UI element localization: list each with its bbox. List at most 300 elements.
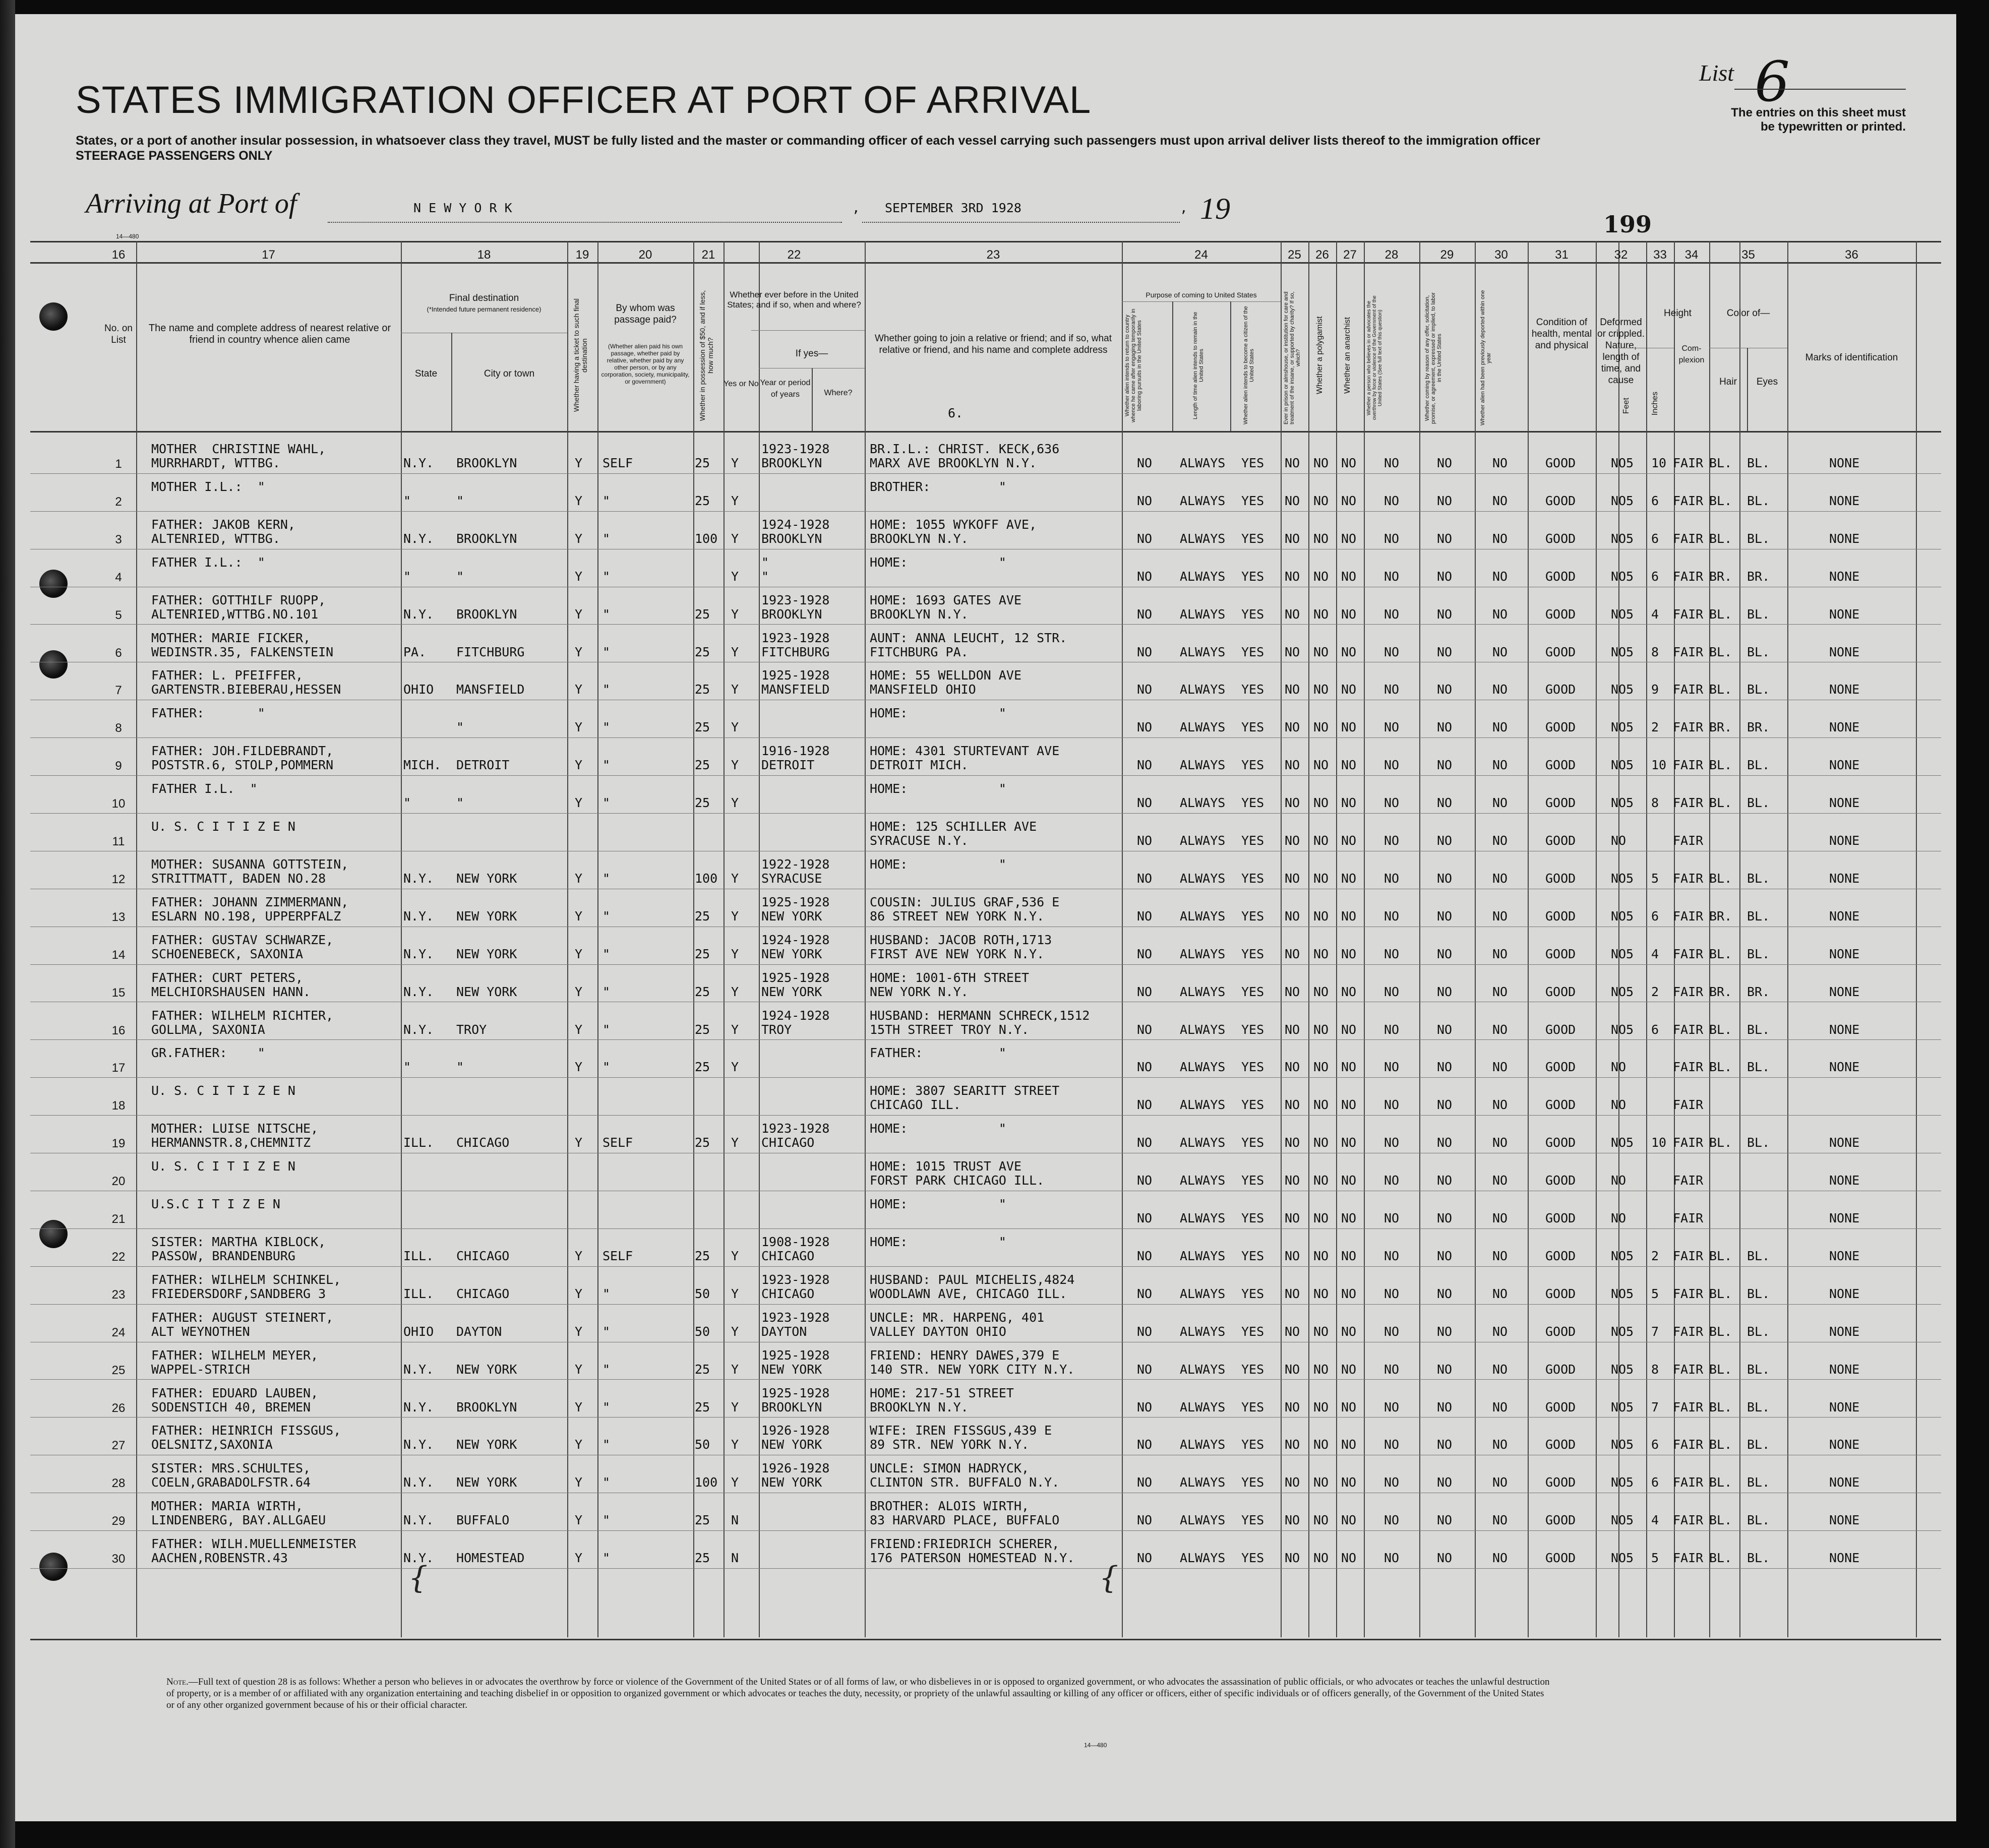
destination-state: N.Y. — [403, 1399, 434, 1414]
table-row — [0, 1040, 1989, 1077]
col-num-18: 18 — [477, 248, 491, 262]
passage-paid-by: " — [602, 1324, 611, 1339]
complexion: FAIR — [1673, 946, 1704, 961]
eye-color: BL. — [1747, 1399, 1770, 1414]
previous-us-location: NEW YORK — [761, 1362, 822, 1377]
years-period: 1916-1928 — [761, 744, 830, 759]
hdr-city: City or town — [484, 368, 535, 379]
q28-overthrow: NO — [1384, 1211, 1400, 1225]
purpose-citizen: YES — [1241, 1135, 1264, 1150]
hdr-complexion: Com-plexion — [1678, 344, 1705, 364]
q25-prison: NO — [1285, 1022, 1300, 1037]
q25-prison: NO — [1285, 908, 1300, 923]
q26-polygamist: NO — [1313, 1324, 1329, 1339]
joining-relative: HOME: " — [870, 781, 1006, 796]
q28-overthrow: NO — [1384, 1248, 1400, 1263]
q26-polygamist: NO — [1313, 531, 1329, 546]
identification-marks: NONE — [1829, 1362, 1860, 1377]
q26-polygamist: NO — [1313, 1022, 1329, 1037]
deformed: NO — [1611, 1475, 1626, 1490]
height-inches: 4 — [1651, 946, 1659, 961]
purpose-length: ALWAYS — [1180, 1060, 1226, 1075]
table-row — [0, 1078, 1989, 1115]
before-in-us: Y — [731, 720, 739, 735]
destination-state: N.Y. — [403, 531, 434, 546]
column-number-row-divider — [30, 262, 1941, 264]
relative-friend: MOTHER: MARIA WIRTH, LINDENBERG, BAY.ALLGAEU — [151, 1499, 326, 1528]
years-period: 1925-1928 — [761, 894, 830, 909]
hdr-marks: Marks of identification — [1805, 352, 1898, 363]
before-in-us: Y — [731, 1475, 739, 1490]
purpose-return: NO — [1137, 1135, 1153, 1150]
before-in-us: Y — [731, 1286, 739, 1301]
q29-labor-offer: NO — [1437, 531, 1453, 546]
height-feet: 5 — [1626, 606, 1634, 622]
money-amount: 25 — [695, 984, 710, 999]
height-feet: 5 — [1626, 1513, 1634, 1528]
q30-deported: NO — [1492, 569, 1508, 584]
money-amount: 25 — [695, 946, 710, 961]
purpose-length: ALWAYS — [1180, 493, 1226, 508]
deformed: NO — [1611, 1286, 1626, 1301]
q29-labor-offer: NO — [1437, 1060, 1453, 1075]
row-number: 21 — [111, 1212, 126, 1226]
health-condition: GOOD — [1545, 758, 1576, 773]
relative-friend: MOTHER CHRISTINE WAHL, MURRHARDT, WTTBG. — [151, 442, 326, 470]
ticket-flag: Y — [575, 1362, 583, 1377]
q27-anarchist: NO — [1341, 1362, 1357, 1377]
deformed: NO — [1611, 1248, 1626, 1263]
identification-marks: NONE — [1829, 946, 1860, 961]
ticket-flag: Y — [575, 871, 583, 886]
q27-anarchist: NO — [1341, 984, 1357, 999]
identification-marks: NONE — [1829, 908, 1860, 923]
port-name: N E W Y O R K — [413, 201, 512, 215]
q29-labor-offer: NO — [1437, 833, 1453, 848]
purpose-length: ALWAYS — [1180, 908, 1226, 923]
joining-relative: HOME: 4301 STURTEVANT AVE DETROIT MICH. — [870, 744, 1060, 773]
q26-polygamist: NO — [1313, 1211, 1329, 1225]
eye-color: BL. — [1747, 1475, 1770, 1490]
passage-paid-by: " — [602, 871, 611, 886]
q29-labor-offer: NO — [1437, 1135, 1453, 1150]
before-in-us: Y — [731, 644, 739, 659]
destination-state: N.Y. — [403, 1475, 434, 1490]
passage-paid-by: " — [602, 682, 611, 697]
table-row — [0, 1267, 1989, 1304]
identification-marks: NONE — [1829, 531, 1860, 546]
col-divider — [1230, 301, 1231, 431]
hair-color: BL. — [1709, 606, 1732, 622]
ticket-flag: Y — [575, 758, 583, 773]
previous-us-location: CHICAGO — [761, 1248, 815, 1263]
q26-polygamist: NO — [1313, 456, 1329, 470]
height-feet: 5 — [1626, 720, 1634, 735]
hair-color: BL. — [1709, 795, 1732, 811]
height-inches: 6 — [1651, 1022, 1659, 1037]
q28-overthrow: NO — [1384, 1022, 1400, 1037]
form-mark-top: 14—480 — [116, 233, 139, 240]
hdr-joining: Whether going to join a relative or friend; and if so, what relative or friend, and his name and complete address — [875, 333, 1112, 355]
before-in-us: Y — [731, 606, 739, 622]
purpose-citizen: YES — [1241, 720, 1264, 735]
height-feet: 5 — [1626, 1399, 1634, 1414]
row-number: 14 — [111, 948, 126, 962]
destination-city: NEW YORK — [456, 1437, 517, 1452]
height-feet: 5 — [1626, 1324, 1634, 1339]
height-inches: 6 — [1651, 908, 1659, 923]
money-amount: 25 — [695, 795, 710, 811]
height-feet: 5 — [1626, 569, 1634, 584]
height-feet: 5 — [1626, 795, 1634, 811]
relative-friend: FATHER: WILHELM SCHINKEL, FRIEDERSDORF,SANDBERG 3 — [151, 1272, 341, 1301]
q25-prison: NO — [1285, 946, 1300, 961]
purpose-length: ALWAYS — [1180, 984, 1226, 999]
destination-city: DETROIT — [456, 758, 510, 773]
purpose-return: NO — [1137, 531, 1153, 546]
ticket-flag: Y — [575, 984, 583, 999]
money-amount: 25 — [695, 456, 710, 470]
joining-relative: HOME: " — [870, 856, 1006, 872]
form-subtitle: States, or a port of another insular possession, in whatsoever class they travel, MUST be fully listed and the master or commanding officer of each vessel carrying such passengers must upon arrival deliver lists thereof to the immigration officer — [76, 134, 1540, 148]
complexion: FAIR — [1673, 1097, 1704, 1113]
years-period: 1925-1928 — [761, 668, 830, 683]
col-num-34: 34 — [1684, 248, 1699, 262]
q26-polygamist: NO — [1313, 493, 1329, 508]
q30-deported: NO — [1492, 1135, 1508, 1150]
purpose-citizen: YES — [1241, 1022, 1264, 1037]
q29-labor-offer: NO — [1437, 720, 1453, 735]
q29-labor-offer: NO — [1437, 456, 1453, 470]
deformed: NO — [1611, 682, 1626, 697]
hair-color: BL. — [1709, 682, 1732, 697]
destination-city: BROOKLYN — [456, 1399, 517, 1414]
col-divider — [1747, 348, 1748, 431]
passage-paid-by: " — [602, 1362, 611, 1377]
height-feet: 5 — [1626, 1022, 1634, 1037]
height-inches: 10 — [1651, 456, 1667, 470]
destination-city: NEW YORK — [456, 984, 517, 999]
previous-us-location: CHICAGO — [761, 1286, 815, 1301]
q28-overthrow: NO — [1384, 1097, 1400, 1113]
joining-relative: HOME: " — [870, 706, 1006, 721]
port-underline — [328, 222, 842, 223]
before-in-us: Y — [731, 1399, 739, 1414]
purpose-return: NO — [1137, 1173, 1153, 1188]
hair-color: BR. — [1709, 984, 1732, 999]
deformed: NO — [1611, 1551, 1626, 1566]
purpose-citizen: YES — [1241, 1173, 1264, 1188]
purpose-return: NO — [1137, 871, 1153, 886]
joining-relative: HOME: " — [870, 555, 1006, 570]
deformed: NO — [1611, 1097, 1626, 1113]
handwritten-mark: { — [1099, 1560, 1119, 1595]
relative-friend: FATHER: " — [151, 706, 265, 721]
identification-marks: NONE — [1829, 1248, 1860, 1263]
q30-deported: NO — [1492, 871, 1508, 886]
header-bottom-divider — [30, 431, 1941, 433]
q27-anarchist: NO — [1341, 606, 1357, 622]
hair-color: BL. — [1709, 1135, 1732, 1150]
hair-color: BL. — [1709, 1324, 1732, 1339]
q26-polygamist: NO — [1313, 1513, 1329, 1528]
years-period: 1923-1928 — [761, 1272, 830, 1287]
q25-prison: NO — [1285, 1248, 1300, 1263]
health-condition: GOOD — [1545, 795, 1576, 811]
hair-color: BL. — [1709, 758, 1732, 773]
relative-friend: MOTHER: MARIE FICKER, WEDINSTR.35, FALKENSTEIN — [151, 630, 334, 659]
height-inches: 6 — [1651, 569, 1659, 584]
q26-polygamist: NO — [1313, 569, 1329, 584]
purpose-return: NO — [1137, 984, 1153, 999]
health-condition: GOOD — [1545, 456, 1576, 470]
purpose-length: ALWAYS — [1180, 644, 1226, 659]
hair-color: BL. — [1709, 644, 1732, 659]
complexion: FAIR — [1673, 1022, 1704, 1037]
height-feet: 5 — [1626, 871, 1634, 886]
health-condition: GOOD — [1545, 606, 1576, 622]
ticket-flag: Y — [575, 720, 583, 735]
q27-anarchist: NO — [1341, 493, 1357, 508]
complexion: FAIR — [1673, 606, 1704, 622]
identification-marks: NONE — [1829, 1551, 1860, 1566]
row-number: 3 — [115, 532, 122, 546]
health-condition: GOOD — [1545, 1513, 1576, 1528]
hdr-where: Where? — [824, 389, 853, 397]
row-number: 20 — [111, 1175, 126, 1189]
row-number: 16 — [111, 1023, 126, 1037]
deformed: NO — [1611, 1211, 1626, 1225]
health-condition: GOOD — [1545, 1022, 1576, 1037]
deformed: NO — [1611, 795, 1626, 811]
hdr-hair: Hair — [1719, 377, 1737, 387]
row-number: 8 — [115, 721, 122, 735]
height-feet: 5 — [1626, 456, 1634, 470]
table-row — [0, 1531, 1989, 1568]
destination-state: N.Y. — [403, 1362, 434, 1377]
height-inches: 2 — [1651, 720, 1659, 735]
destination-state: N.Y. — [403, 984, 434, 999]
col-num-25: 25 — [1288, 248, 1301, 262]
col-divider — [451, 333, 452, 431]
health-condition: GOOD — [1545, 1060, 1576, 1075]
years-period: 1922-1928 — [761, 856, 830, 872]
height-inches: 2 — [1651, 1248, 1659, 1263]
eye-color: BR. — [1747, 984, 1770, 999]
purpose-length: ALWAYS — [1180, 606, 1226, 622]
passage-paid-by: " — [602, 1286, 611, 1301]
complexion: FAIR — [1673, 682, 1704, 697]
eye-color: BL. — [1747, 531, 1770, 546]
years-period: 1923-1928 — [761, 592, 830, 607]
purpose-citizen: YES — [1241, 1097, 1264, 1113]
purpose-citizen: YES — [1241, 606, 1264, 622]
hdr-passage-paid-note: (Whether alien paid his own passage, whether paid by relative, whether paid by any other person, or by any corporation, society, municipality, or government) — [601, 343, 690, 385]
sub-divider — [751, 330, 865, 331]
q29-labor-offer: NO — [1437, 1173, 1453, 1188]
purpose-citizen: YES — [1241, 1513, 1264, 1528]
identification-marks: NONE — [1829, 644, 1860, 659]
q27-anarchist: NO — [1341, 1211, 1357, 1225]
height-inches: 7 — [1651, 1324, 1659, 1339]
complexion: FAIR — [1673, 1248, 1704, 1263]
identification-marks: NONE — [1829, 493, 1860, 508]
q28-overthrow: NO — [1384, 720, 1400, 735]
destination-state: N.Y. — [403, 908, 434, 923]
destination-state: OHIO — [403, 1324, 434, 1339]
arriving-label: Arriving at Port of — [86, 188, 297, 219]
q25-prison: NO — [1285, 1362, 1300, 1377]
q26-polygamist: NO — [1313, 1399, 1329, 1414]
q30-deported: NO — [1492, 493, 1508, 508]
purpose-citizen: YES — [1241, 493, 1264, 508]
purpose-citizen: YES — [1241, 1551, 1264, 1566]
purpose-length: ALWAYS — [1180, 1324, 1226, 1339]
years-period: 1925-1928 — [761, 970, 830, 985]
before-in-us: Y — [731, 1248, 739, 1263]
col-num-31: 31 — [1555, 248, 1569, 262]
row-number: 29 — [111, 1514, 126, 1528]
deformed: NO — [1611, 833, 1626, 848]
row-divider — [30, 1568, 1941, 1569]
purpose-citizen: YES — [1241, 1060, 1264, 1075]
col-num-35: 35 — [1741, 248, 1755, 262]
identification-marks: NONE — [1829, 456, 1860, 470]
joining-relative: UNCLE: SIMON HADRYCK, CLINTON STR. BUFFALO N.Y. — [870, 1461, 1060, 1490]
health-condition: GOOD — [1545, 946, 1576, 961]
complexion: FAIR — [1673, 1475, 1704, 1490]
identification-marks: NONE — [1829, 569, 1860, 584]
deformed: NO — [1611, 1060, 1626, 1075]
years-period: 1924-1928 — [761, 932, 830, 947]
purpose-return: NO — [1137, 1475, 1153, 1490]
q26-polygamist: NO — [1313, 1097, 1329, 1113]
eye-color: BL. — [1747, 795, 1770, 811]
eye-color: BL. — [1747, 644, 1770, 659]
sub-divider — [1122, 301, 1281, 302]
purpose-return: NO — [1137, 682, 1153, 697]
eye-color: BL. — [1747, 1513, 1770, 1528]
purpose-return: NO — [1137, 1437, 1153, 1452]
purpose-return: NO — [1137, 1211, 1153, 1225]
years-period: 1925-1928 — [761, 1385, 830, 1400]
hdr-height: Height — [1664, 308, 1692, 319]
col-num-23: 23 — [986, 248, 1000, 262]
deformed: NO — [1611, 531, 1626, 546]
q28-overthrow: NO — [1384, 569, 1400, 584]
money-amount: 25 — [695, 1513, 710, 1528]
purpose-return: NO — [1137, 908, 1153, 923]
relative-friend: FATHER: CURT PETERS, MELCHIORSHAUSEN HANN. — [151, 970, 311, 999]
eye-color: BL. — [1747, 606, 1770, 622]
passage-paid-by: " — [602, 795, 611, 811]
q30-deported: NO — [1492, 1286, 1508, 1301]
purpose-length: ALWAYS — [1180, 531, 1226, 546]
joining-relative: BROTHER: ALOIS WIRTH, 83 HARVARD PLACE, BUFFALO — [870, 1499, 1060, 1528]
q27-anarchist: NO — [1341, 1286, 1357, 1301]
destination-city: " — [456, 720, 464, 735]
destination-city: NEW YORK — [456, 1475, 517, 1490]
q26-polygamist: NO — [1313, 1173, 1329, 1188]
relative-friend: FATHER I.L.: " — [151, 555, 265, 570]
destination-state: ILL. — [403, 1248, 434, 1263]
table-row — [0, 927, 1989, 964]
col-num-29: 29 — [1440, 248, 1454, 262]
joining-relative: HUSBAND: JACOB ROTH,1713 FIRST AVE NEW YORK N.Y. — [870, 932, 1052, 961]
col-num-21: 21 — [701, 248, 715, 262]
money-amount: 25 — [695, 720, 710, 735]
deformed: NO — [1611, 1437, 1626, 1452]
destination-city: " — [456, 1060, 464, 1075]
ticket-flag: Y — [575, 1513, 583, 1528]
col-divider — [1646, 348, 1647, 431]
purpose-length: ALWAYS — [1180, 946, 1226, 961]
before-in-us: Y — [731, 569, 739, 584]
hair-color: BL. — [1709, 871, 1732, 886]
identification-marks: NONE — [1829, 984, 1860, 999]
eye-color: BL. — [1747, 871, 1770, 886]
purpose-return: NO — [1137, 1022, 1153, 1037]
q30-deported: NO — [1492, 1248, 1508, 1263]
purpose-return: NO — [1137, 456, 1153, 470]
purpose-return: NO — [1137, 1060, 1153, 1075]
money-amount: 25 — [695, 1551, 710, 1566]
q29-labor-offer: NO — [1437, 1399, 1453, 1414]
deformed: NO — [1611, 1513, 1626, 1528]
row-number: 19 — [111, 1137, 126, 1151]
destination-state: N.Y. — [403, 871, 434, 886]
q30-deported: NO — [1492, 1437, 1508, 1452]
health-condition: GOOD — [1545, 1248, 1576, 1263]
hdr-prison: Ever in prison or almshouse, or institution for care and treatment of the insane, or supported by charity? If so, which? — [1283, 291, 1301, 424]
century-label: 19 — [1200, 192, 1230, 225]
q27-anarchist: NO — [1341, 908, 1357, 923]
passage-paid-by: SELF — [602, 1135, 633, 1150]
eye-color: BL. — [1747, 1135, 1770, 1150]
table-row — [0, 1342, 1989, 1380]
joining-relative: FRIEND:FRIEDRICH SCHERER, 176 PATERSON HOMESTEAD N.Y. — [870, 1536, 1075, 1566]
q28-overthrow: NO — [1384, 946, 1400, 961]
deformed: NO — [1611, 1022, 1626, 1037]
deformed: NO — [1611, 1362, 1626, 1377]
hdr-final-destination-note: (*Intended future permanent residence) — [427, 305, 541, 313]
money-amount: 100 — [695, 531, 718, 546]
hdr-inches: Inches — [1651, 391, 1659, 415]
table-row — [0, 965, 1989, 1002]
q29-labor-offer: NO — [1437, 569, 1453, 584]
purpose-citizen: YES — [1241, 1437, 1264, 1452]
hdr-no-on-list: No. on List — [104, 323, 133, 345]
q30-deported: NO — [1492, 1399, 1508, 1414]
health-condition: GOOD — [1545, 493, 1576, 508]
col-divider — [812, 368, 813, 431]
health-condition: GOOD — [1545, 1286, 1576, 1301]
years-period: 1925-1928 — [761, 1347, 830, 1363]
row-number: 24 — [111, 1325, 126, 1339]
q29-labor-offer: NO — [1437, 493, 1453, 508]
destination-state: MICH. — [403, 758, 442, 773]
destination-state: " — [403, 795, 411, 811]
q28-overthrow: NO — [1384, 682, 1400, 697]
q28-overthrow: NO — [1384, 644, 1400, 659]
q29-labor-offer: NO — [1437, 1097, 1453, 1113]
table-row — [0, 1229, 1989, 1266]
destination-city: BROOKLYN — [456, 606, 517, 622]
q29-labor-offer: NO — [1437, 1324, 1453, 1339]
complexion: FAIR — [1673, 1173, 1704, 1188]
table-row — [0, 662, 1989, 700]
complexion: FAIR — [1673, 1135, 1704, 1150]
